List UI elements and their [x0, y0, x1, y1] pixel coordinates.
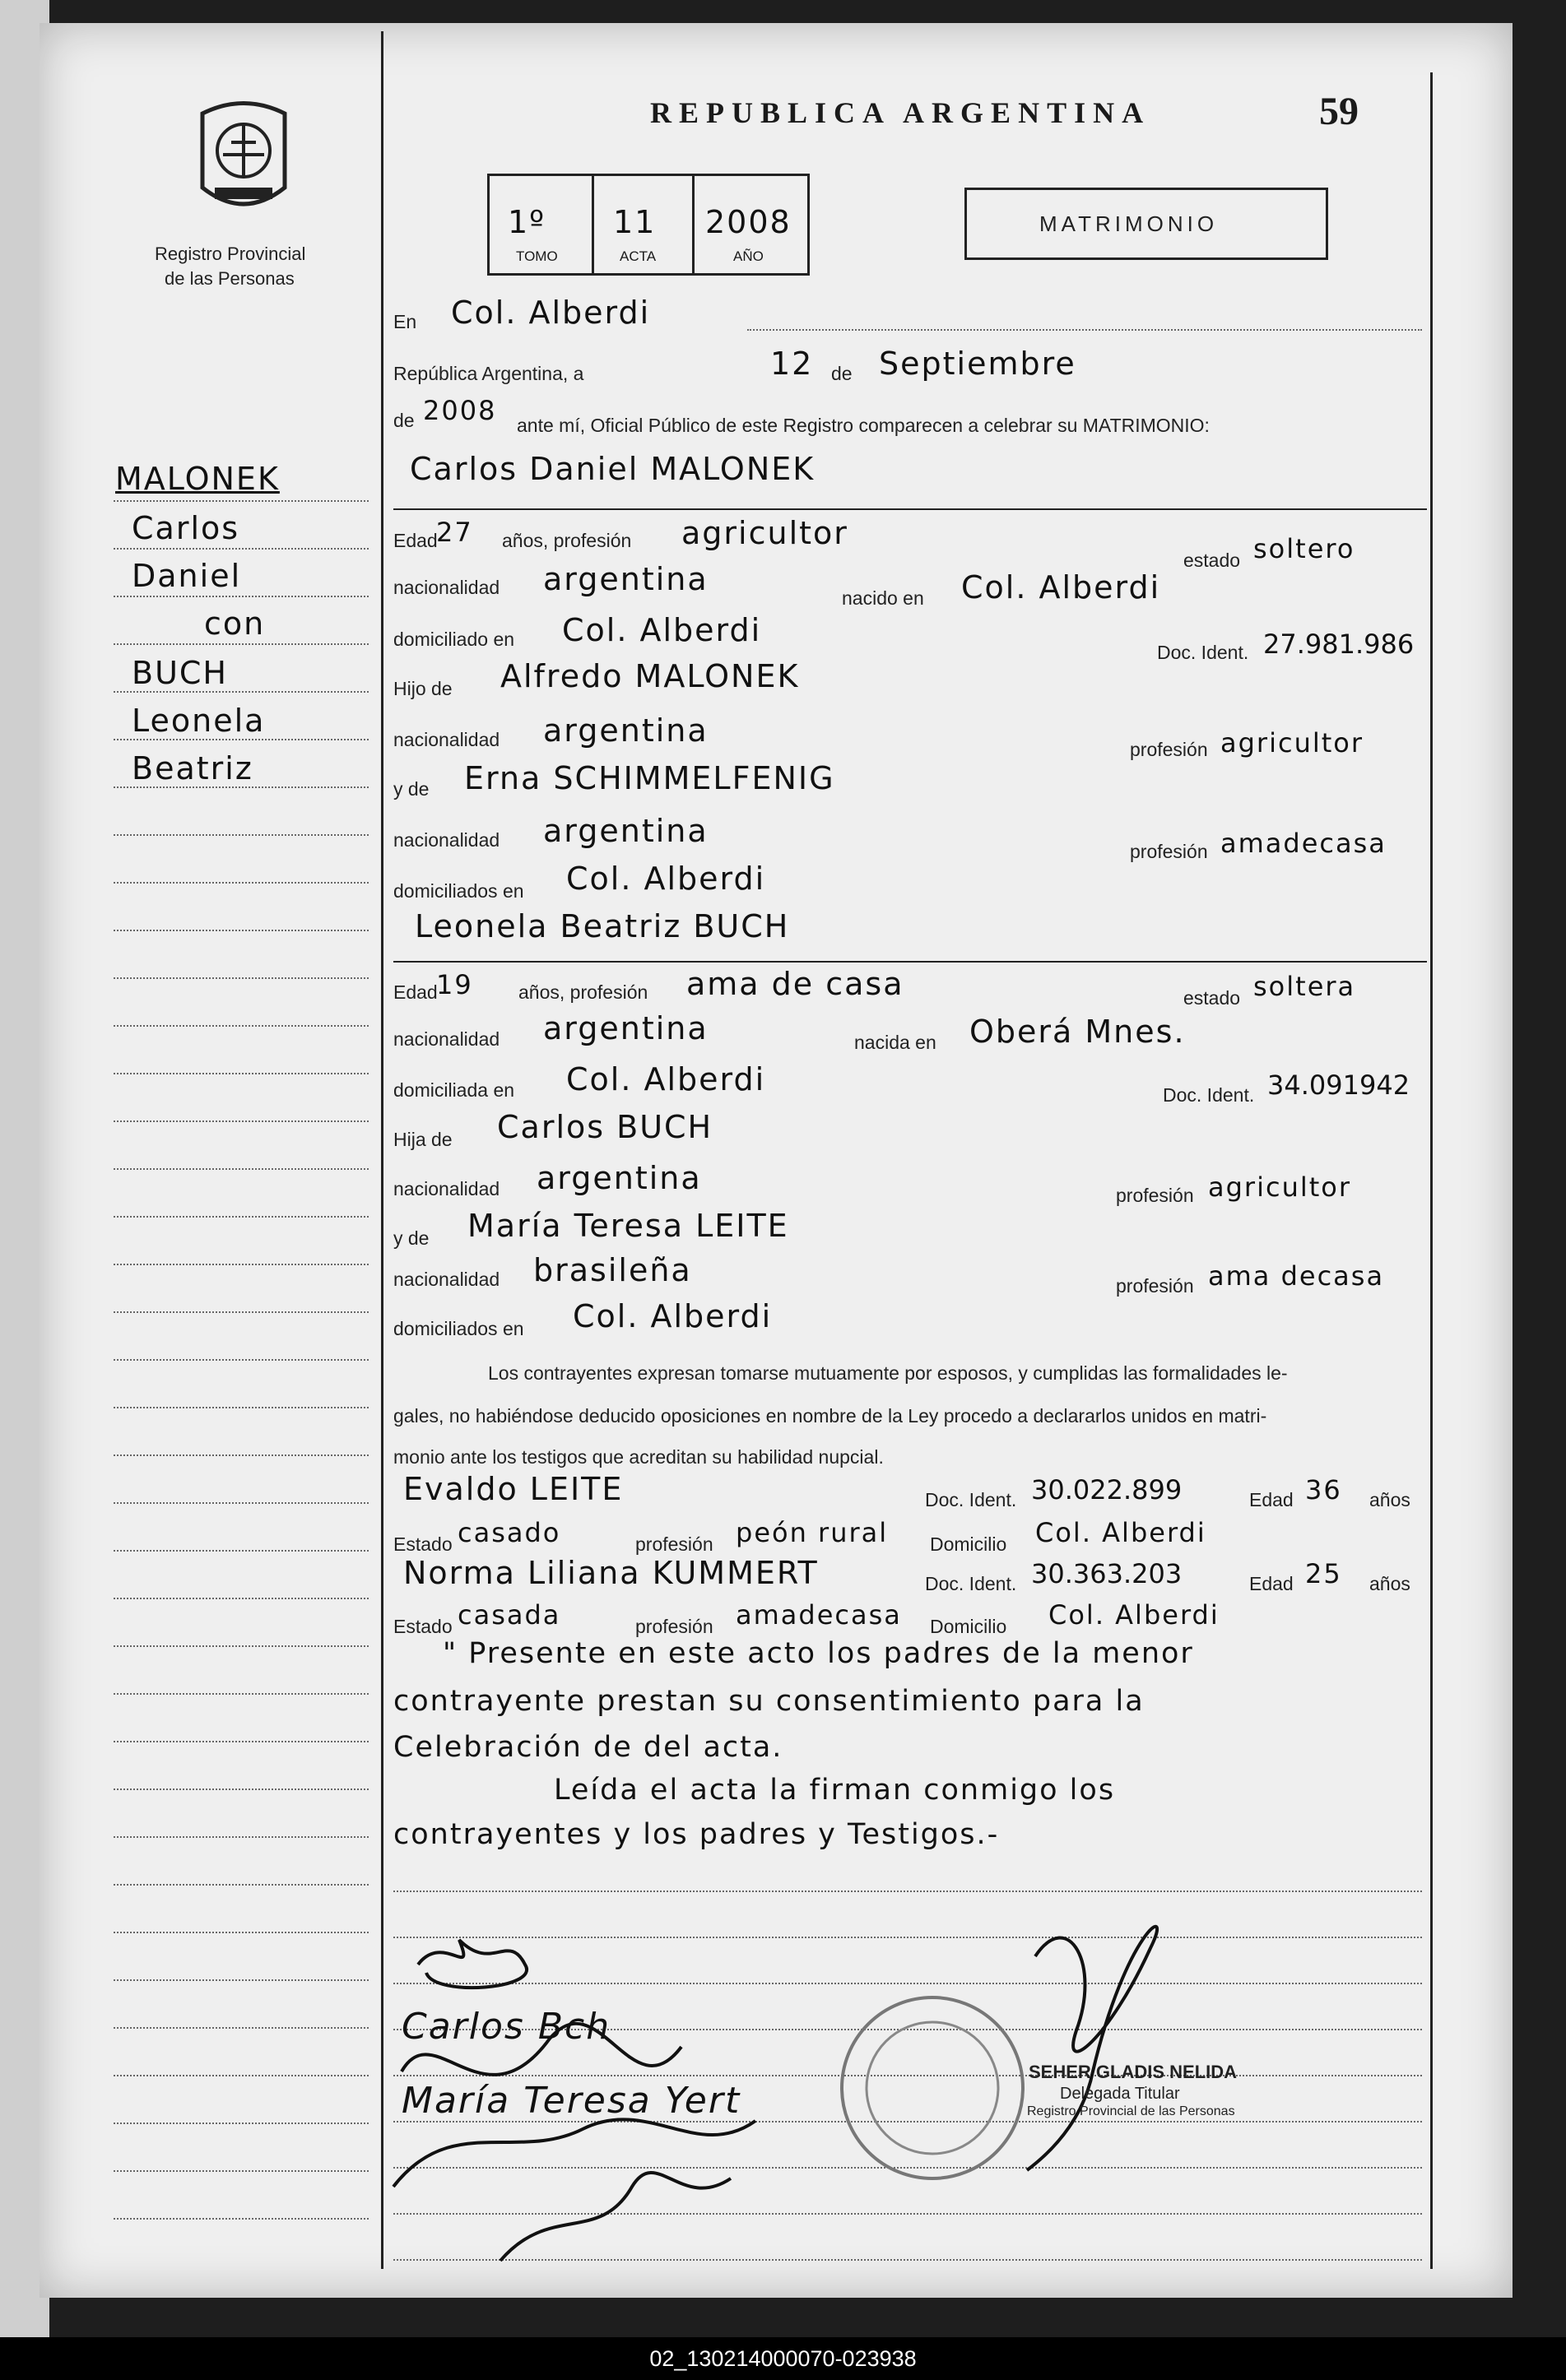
witness1-doc: 30.022.899: [1031, 1474, 1183, 1505]
note-line-1: " Presente en este acto los padres de la menor: [443, 1637, 1194, 1670]
witness2-profesion: amadecasa: [736, 1599, 902, 1631]
bride-madre-prof: ama decasa: [1208, 1260, 1385, 1292]
domiciliado-label: domiciliado en: [393, 629, 515, 650]
margin-name-5: Leonela: [132, 703, 266, 739]
profesion-label: profesión: [635, 1533, 713, 1555]
country-heading: REPUBLICA ARGENTINA: [650, 96, 1151, 129]
anos-label: años: [1369, 1573, 1410, 1594]
witness2-estado: casada: [458, 1599, 561, 1631]
groom-padre-nac: argentina: [543, 712, 709, 749]
domicilio-label: Domicilio: [930, 1533, 1007, 1555]
provincial-crest-icon: [186, 97, 301, 229]
margin-ruled-line: [114, 2027, 369, 2029]
margin-ruled-line: [114, 1550, 369, 1552]
body-ruled-line: [393, 1891, 1422, 1892]
margin-ruled-line: [114, 1120, 369, 1122]
anio-value: 2008: [705, 204, 792, 240]
groom-doc: 27.981.986: [1263, 629, 1415, 660]
margin-ruled-line: [114, 1359, 369, 1361]
groom-madre-prof: amadecasa: [1220, 828, 1387, 859]
margin-ruled-line: [114, 1073, 369, 1074]
note-line-3: Celebración de del acta.: [393, 1731, 783, 1764]
dia-value: 12: [770, 346, 814, 382]
margin-name-1: Carlos: [132, 510, 240, 546]
groom-padre: Alfredo MALONEK: [500, 658, 800, 694]
margin-ruled-line: [114, 1645, 369, 1647]
nacionalidad-label: nacionalidad: [393, 1028, 500, 1050]
registry-name-line1: Registro Provincial: [155, 244, 306, 264]
groom-nacido-en: Col. Alberdi: [961, 569, 1161, 605]
margin-ruled-line: [114, 930, 369, 931]
y-de-label: y de: [393, 1227, 430, 1249]
domiciliados-label: domiciliados en: [393, 880, 524, 902]
margin-ruled-line: [114, 2075, 369, 2076]
stamp-line-1: SEHER GLADIS NELIDA: [1029, 2062, 1238, 2082]
bride-domicilio: Col. Alberdi: [566, 1061, 766, 1097]
bride-name: Leonela Beatriz BUCH: [415, 908, 790, 944]
page-number: 59: [1319, 90, 1359, 133]
margin-ruled-line: [114, 1693, 369, 1695]
margin-ruled-line: [114, 691, 369, 693]
margin-ruled-line: [114, 786, 369, 788]
groom-profesion: agricultor: [681, 515, 848, 551]
margin-ruled-line: [114, 1502, 369, 1504]
hija-label: Hija de: [393, 1129, 453, 1150]
declaration-line-2: gales, no habiéndose deducido oposiciones en nombre de la Ley procedo a declararlos unidos en matri-: [393, 1405, 1267, 1427]
groom-name: Carlos Daniel MALONEK: [410, 451, 816, 487]
anio-escrito: 2008: [423, 395, 497, 426]
margin-ruled-line: [114, 548, 369, 550]
estado-label: Estado: [393, 1616, 453, 1637]
anos-label: años: [1369, 1489, 1410, 1510]
domicilio-label: Domicilio: [930, 1616, 1007, 1637]
bride-padre-nac: argentina: [537, 1160, 702, 1196]
margin-rule: [381, 31, 383, 2269]
margin-ruled-line: [114, 1311, 369, 1313]
republica-label: República Argentina, a: [393, 363, 584, 384]
margin-ruled-line: [114, 1025, 369, 1027]
bride-padre-prof: agricultor: [1208, 1171, 1352, 1203]
profesion-label: profesión: [1116, 1275, 1194, 1297]
signature-1: Carlos Bch: [402, 2006, 611, 2048]
margin-ruled-line: [114, 1836, 369, 1838]
margin-ruled-line: [114, 1932, 369, 1933]
doc-label: Doc. Ident.: [1157, 642, 1249, 663]
doc-label: Doc. Ident.: [925, 1573, 1017, 1594]
nacionalidad-label: nacionalidad: [393, 729, 500, 750]
nacido-label: nacido en: [842, 587, 924, 609]
margin-name-6: Beatriz: [132, 750, 253, 786]
margin-ruled-line: [114, 1741, 369, 1742]
record-id-box: [487, 174, 810, 276]
profesion-label: profesión: [635, 1616, 713, 1637]
margin-ruled-line: [114, 1598, 369, 1599]
profesion-label: profesión: [1116, 1185, 1194, 1206]
witness2-domicilio: Col. Alberdi: [1048, 1599, 1220, 1631]
stamp-line-2: Delegada Titular: [1060, 2085, 1180, 2103]
bride-padre: Carlos BUCH: [497, 1109, 713, 1145]
margin-ruled-line: [114, 1168, 369, 1170]
bride-edad: 19: [436, 969, 473, 1000]
groom-padres-dom: Col. Alberdi: [566, 861, 766, 897]
margin-ruled-line: [114, 1979, 369, 1981]
declaration-line-1: Los contrayentes expresan tomarse mutuamente por esposos, y cumplidas las formalidades le-: [488, 1362, 1288, 1384]
profesion-label: profesión: [1130, 739, 1208, 760]
image-code-footer: 02_130214000070-023938: [0, 2337, 1566, 2380]
stamp-line-3: Registro Provincial de las Personas: [1027, 2104, 1235, 2118]
bride-doc: 34.091942: [1267, 1069, 1410, 1101]
estado-label: Estado: [393, 1533, 453, 1555]
margin-surname-groom: MALONEK: [115, 461, 280, 497]
groom-madre: Erna SCHIMMELFENIG: [464, 760, 835, 796]
witness2-edad: 25: [1305, 1558, 1342, 1589]
witness1-profesion: peón rural: [736, 1517, 889, 1548]
signature-2: María Teresa Yert: [402, 2080, 741, 2122]
groom-estado: soltero: [1253, 533, 1355, 564]
bride-madre: María Teresa LEITE: [467, 1208, 789, 1244]
mes-value: Septiembre: [879, 346, 1076, 382]
bride-profesion: ama de casa: [686, 966, 904, 1002]
margin-ruled-line: [114, 739, 369, 740]
witness2-doc: 30.363.203: [1031, 1558, 1183, 1589]
margin-ruled-line: [114, 1884, 369, 1886]
acta-value: 11: [613, 204, 657, 240]
margin-name-3: con: [204, 605, 266, 642]
margin-ruled-line: [114, 882, 369, 884]
edad-label: Edad: [393, 530, 438, 551]
edad-label: Edad: [1249, 1573, 1294, 1594]
domiciliada-label: domiciliada en: [393, 1079, 515, 1101]
domiciliados-label: domiciliados en: [393, 1318, 524, 1339]
record-type: MATRIMONIO: [1039, 211, 1219, 236]
margin-ruled-line: [114, 500, 369, 502]
profesion-label: años, profesión: [518, 981, 648, 1003]
witness1-edad: 36: [1305, 1474, 1342, 1505]
estado-label: estado: [1183, 550, 1241, 571]
nacionalidad-label: nacionalidad: [393, 1178, 500, 1199]
tomo-value: 1º: [508, 204, 546, 240]
bride-nacida-en: Oberá Mnes.: [969, 1014, 1186, 1050]
note-line-5: contrayentes y los padres y Testigos.-: [393, 1818, 1000, 1851]
witness2-name: Norma Liliana KUMMERT: [403, 1555, 819, 1591]
hijo-label: Hijo de: [393, 678, 453, 699]
margin-ruled-line: [114, 643, 369, 645]
witness1-name: Evaldo LEITE: [403, 1471, 624, 1507]
witness1-estado: casado: [458, 1517, 561, 1548]
margin-ruled-line: [114, 596, 369, 597]
doc-label: Doc. Ident.: [925, 1489, 1017, 1510]
margin-ruled-line: [114, 1454, 369, 1456]
anio-label: AÑO: [733, 248, 764, 264]
margin-ruled-line: [114, 1788, 369, 1790]
margin-ruled-line: [114, 977, 369, 979]
margin-ruled-line: [114, 2170, 369, 2172]
witness1-domicilio: Col. Alberdi: [1035, 1517, 1206, 1548]
bride-padres-dom: Col. Alberdi: [573, 1298, 773, 1334]
estado-label: estado: [1183, 987, 1241, 1009]
acta-label: ACTA: [620, 248, 657, 264]
margin-name-2: Daniel: [132, 558, 242, 594]
de-label: de: [831, 363, 853, 384]
en-label: En: [393, 311, 417, 332]
nacionalidad-label: nacionalidad: [393, 577, 500, 598]
y-de-label: y de: [393, 778, 430, 800]
profesion-label: años, profesión: [502, 530, 632, 551]
ante-text: ante mí, Oficial Público de este Registro comparecen a celebrar su MATRIMONIO:: [517, 415, 1210, 436]
note-line-4: Leída el acta la firman conmigo los: [554, 1774, 1116, 1807]
edad-label: Edad: [393, 981, 438, 1003]
nacionalidad-label: nacionalidad: [393, 1269, 500, 1290]
groom-edad: 27: [436, 517, 473, 548]
record-type-box: [964, 188, 1328, 260]
bride-madre-nac: brasileña: [533, 1252, 692, 1288]
margin-ruled-line: [114, 2218, 369, 2220]
groom-madre-nac: argentina: [543, 813, 709, 849]
margin-ruled-line: [114, 1264, 369, 1265]
registry-name-line2: de las Personas: [165, 268, 295, 289]
groom-padre-prof: agricultor: [1220, 727, 1364, 759]
groom-domicilio: Col. Alberdi: [562, 612, 762, 648]
doc-label: Doc. Ident.: [1163, 1084, 1255, 1106]
de2-label: de: [393, 410, 415, 431]
groom-nacionalidad: argentina: [543, 561, 709, 597]
nacida-label: nacida en: [854, 1032, 936, 1053]
margin-ruled-line: [114, 2123, 369, 2124]
edad-label: Edad: [1249, 1489, 1294, 1510]
margin-ruled-line: [114, 834, 369, 836]
declaration-line-3: monio ante los testigos que acreditan su habilidad nupcial.: [393, 1446, 884, 1468]
tomo-label: TOMO: [516, 248, 558, 264]
profesion-label: profesión: [1130, 841, 1208, 862]
margin-ruled-line: [114, 1407, 369, 1408]
note-line-2: contrayente prestan su consentimiento para la: [393, 1685, 1145, 1718]
bride-nacionalidad: argentina: [543, 1010, 709, 1046]
register-page: [39, 23, 1513, 2298]
nacionalidad-label: nacionalidad: [393, 829, 500, 851]
margin-name-4: BUCH: [132, 655, 228, 691]
lugar-value: Col. Alberdi: [451, 295, 651, 331]
margin-ruled-line: [114, 1216, 369, 1218]
bride-estado: soltera: [1253, 971, 1356, 1002]
